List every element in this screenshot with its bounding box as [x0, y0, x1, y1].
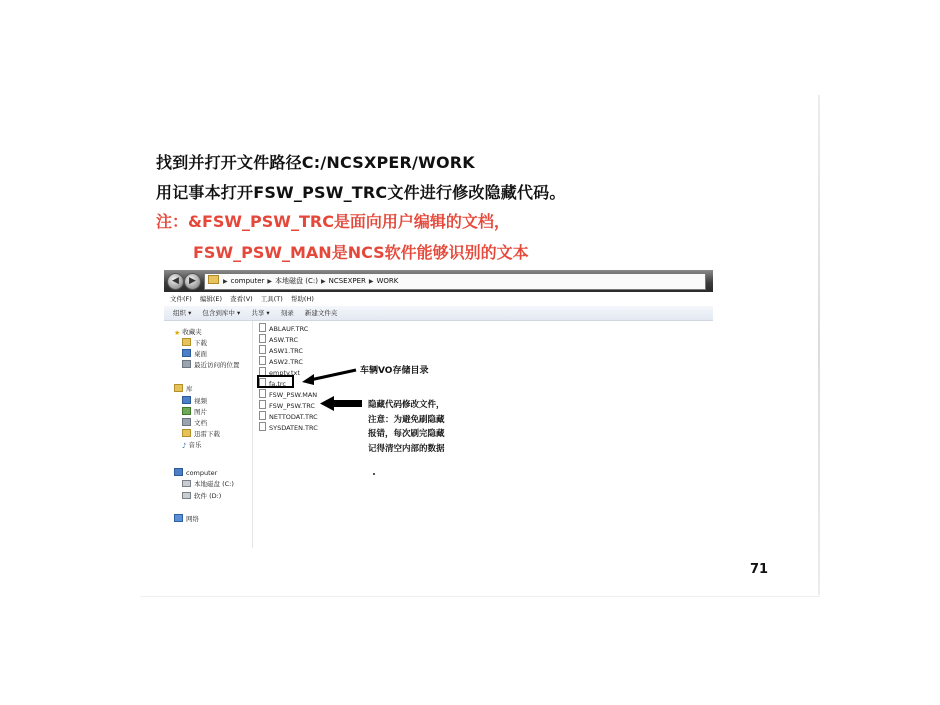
nav-label: 最近访问的位置 [194, 361, 240, 369]
file-icon [259, 422, 266, 431]
chevron-right-icon: ▶ [223, 278, 228, 285]
edit-note-line: 隐藏代码修改文件， [368, 400, 445, 410]
edit-note-line: 注意：为避免刷隐藏 [368, 414, 445, 425]
nav-item-drive-d[interactable] [182, 491, 221, 501]
file-item[interactable] [259, 334, 298, 345]
note-line-1: 注：&FSW_PSW_TRC是面向用户编辑的文档， [156, 212, 510, 231]
include-in-library-button[interactable]: 包含到库中 ▾ [202, 309, 241, 317]
file-item[interactable] [259, 389, 317, 400]
computer-icon [174, 468, 183, 476]
nav-label: 软件 (D:) [194, 492, 222, 500]
file-name: ASW1.TRC [269, 347, 303, 355]
music-icon: ♪ [182, 442, 187, 450]
nav-label: 库 [186, 385, 193, 393]
file-icon [259, 323, 266, 332]
file-name: fa.trc [269, 380, 286, 388]
nav-item-drive-c[interactable] [182, 479, 234, 489]
address-bar [164, 270, 713, 292]
highlight-box [257, 375, 294, 388]
network-icon [174, 514, 183, 522]
address-box[interactable] [204, 273, 706, 290]
file-name: NETTODAT.TRC [269, 413, 318, 421]
drive-icon [182, 492, 191, 499]
nav-label: 下载 [194, 339, 207, 347]
menu-tools[interactable]: 工具(T) [260, 295, 283, 303]
menu-file[interactable]: 文件(F) [170, 295, 192, 303]
file-icon [259, 356, 266, 365]
nav-item-downloads[interactable] [182, 338, 207, 348]
nav-label: 本地磁盘 (C:) [194, 480, 234, 488]
file-icon [259, 389, 266, 398]
star-icon: ★ [174, 329, 181, 337]
drive-icon [182, 480, 191, 487]
desktop-icon [182, 349, 191, 357]
file-item[interactable] [259, 356, 303, 367]
nav-label: 文档 [194, 419, 207, 427]
menu-bar [164, 293, 713, 305]
nav-label: 图片 [194, 408, 207, 416]
file-name: FSW_PSW.TRC [269, 402, 315, 410]
file-icon [259, 345, 266, 354]
file-icon [259, 411, 266, 420]
scan-edge-bottom [140, 596, 820, 597]
library-icon [174, 384, 183, 392]
instruction-line-1: 找到并打开文件路径C:/NCSXPER/WORK [156, 153, 475, 172]
edit-note [368, 398, 445, 456]
instruction-line-2: 用记事本打开FSW_PSW_TRC文件进行修改隐藏代码。 [156, 183, 566, 202]
nav-item-videos[interactable] [182, 396, 207, 406]
download-folder-icon [182, 338, 191, 346]
edit-note-line: 报错，每次刷完隐藏 [368, 429, 445, 439]
organize-button[interactable]: 组织 ▾ [173, 309, 192, 317]
nav-libraries[interactable] [174, 384, 193, 394]
nav-label: 音乐 [188, 441, 202, 449]
nav-favorites[interactable] [174, 327, 202, 338]
breadcrumb-item[interactable]: 本地磁盘 (C:) [275, 277, 318, 285]
nav-item-documents[interactable] [182, 418, 207, 428]
file-item[interactable] [259, 323, 308, 334]
nav-item-recent[interactable] [182, 360, 240, 370]
nav-network[interactable] [174, 514, 199, 524]
file-item[interactable] [259, 422, 318, 433]
folder-icon [208, 275, 219, 284]
nav-label: 网络 [186, 515, 199, 523]
nav-label: computer [186, 469, 218, 477]
edit-note-line: 记得清空内部的数据 [368, 443, 445, 454]
recent-places-icon [182, 360, 191, 368]
file-name: ABLAUF.TRC [269, 325, 309, 333]
file-name: SYSDATEN.TRC [269, 424, 318, 432]
file-item-fsw-psw-trc[interactable] [259, 400, 315, 411]
file-name: empty.txt [269, 369, 300, 377]
nav-item-thunder[interactable] [182, 429, 220, 439]
nav-label: 视频 [194, 397, 207, 405]
new-folder-button[interactable]: 新建文件夹 [304, 309, 338, 317]
menu-view[interactable]: 查看(V) [230, 295, 253, 303]
chevron-right-icon: ▶ [267, 278, 273, 285]
nav-item-desktop[interactable] [182, 349, 207, 359]
navigation-pane [164, 321, 253, 548]
forward-button[interactable]: ▶ [184, 273, 201, 290]
nav-label: 收藏夹 [182, 328, 202, 336]
file-item[interactable] [259, 411, 318, 422]
picture-icon [182, 407, 191, 415]
document-icon [182, 418, 191, 426]
arrow-left-icon [300, 366, 360, 386]
file-name: FSW_PSW.MAN [269, 391, 318, 399]
file-name: ASW.TRC [269, 336, 299, 344]
file-icon [259, 400, 266, 409]
video-icon [182, 396, 191, 404]
download-folder-icon [182, 429, 191, 437]
vo-directory-label: 车辆VO存储目录 [360, 366, 429, 376]
arrow-left-icon [320, 396, 366, 412]
nav-computer[interactable] [174, 468, 217, 478]
back-button[interactable]: ◀ [167, 273, 184, 290]
scan-speck [373, 473, 375, 475]
breadcrumb-item[interactable]: computer [230, 277, 265, 285]
burn-button[interactable]: 刻录 [280, 309, 294, 317]
nav-label: 桌面 [194, 350, 207, 358]
chevron-right-icon: ▶ [320, 278, 326, 285]
file-name: ASW2.TRC [269, 358, 303, 366]
file-icon [259, 334, 266, 343]
page-number: 71 [750, 562, 769, 577]
nav-item-pictures[interactable] [182, 407, 207, 417]
nav-label: 迅雷下载 [194, 430, 220, 438]
scan-edge [818, 95, 820, 595]
menu-help[interactable]: 帮助(H) [290, 295, 314, 303]
share-button[interactable]: 共享 ▾ [251, 309, 270, 317]
toolbar [164, 306, 713, 321]
file-item[interactable] [259, 345, 303, 356]
breadcrumb-item[interactable]: NCSEXPER [328, 277, 366, 285]
note-line-2: FSW_PSW_MAN是NCS软件能够识别的文本 [193, 243, 529, 262]
breadcrumb-item[interactable]: WORK [376, 277, 399, 285]
menu-edit[interactable]: 编辑(E) [199, 295, 223, 303]
chevron-right-icon: ▶ [368, 278, 374, 285]
nav-item-music[interactable] [182, 440, 201, 451]
